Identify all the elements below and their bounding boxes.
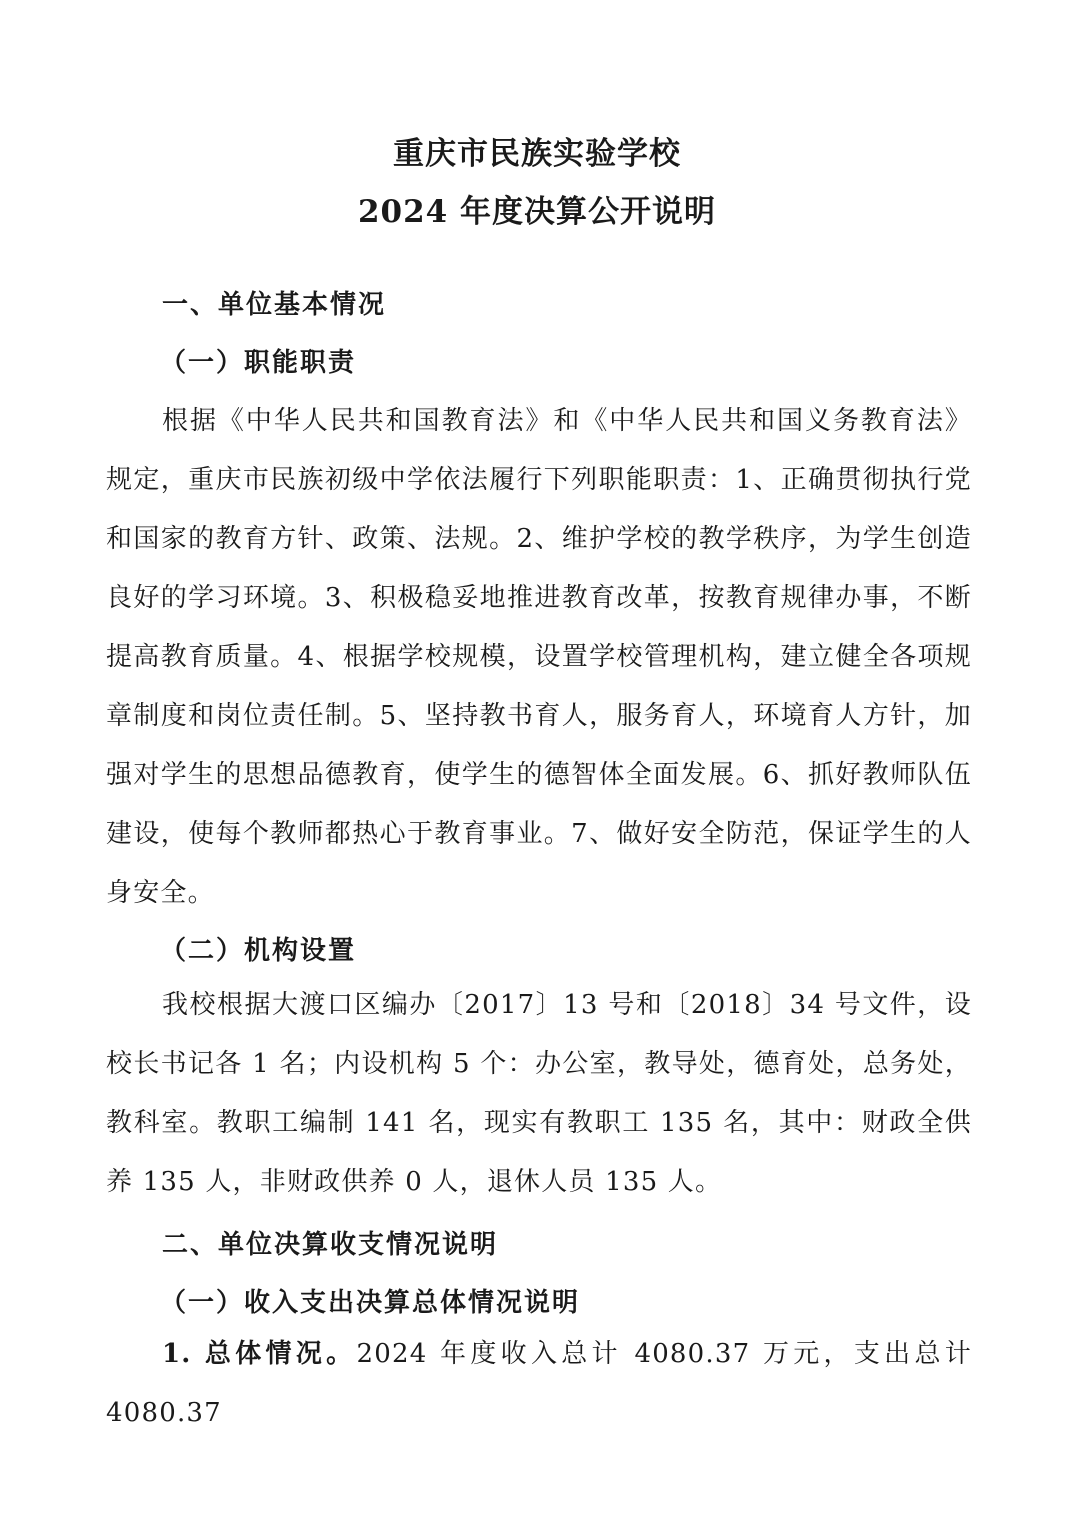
item1-text: 2024 年度收入总计 4080.37 万元，支出总计 4080.37 [106, 1339, 972, 1428]
section1-heading: 一、单位基本情况 [162, 290, 387, 320]
document-title-line2: 2024 年度决算公开说明 [357, 194, 717, 230]
section1-sub2-paragraph: 我校根据大渡口区编办〔2017〕13 号和〔2018〕34 号文件，设校长书记各 1 名；内设机构 5 个：办公室，教导处，德育处，总务处，教科室。教职工编制 141 名，现实有教职工 135 名，其中：财政全供养 135 人，非财政供养 0 人，退休人员 135 人。 [106, 990, 972, 1197]
section1-sub1-heading: （一）职能职责 [160, 348, 357, 378]
section2-sub1-heading: （一）收入支出决算总体情况说明 [160, 1288, 581, 1318]
section1-sub1-paragraph: 根据《中华人民共和国教育法》和《中华人民共和国义务教育法》规定，重庆市民族初级中学依法履行下列职能职责：1、正确贯彻执行党和国家的教育方针、政策、法规。2、维护学校的教学秩序，为学生创造良好的学习环境。3、积极稳妥地推进教育改革，按教育规律办事，不断提高教育质量。4、根据学校规模，设置学校管理机构，建立健全各项规章制度和岗位责任制。5、坚持教书育人，服务育人，环境育人方针，加强对学生的思想品德教育，使学生的德智体全面发展。6、抓好教师队伍建设，使每个教师都热心于教育事业。7、做好安全防范，保证学生的人身安全。 [106, 406, 972, 908]
document-title-line1: 重庆市民族实验学校 [393, 136, 681, 172]
section2-sub1-paragraph [106, 1325, 972, 1443]
section2-heading: 二、单位决算收支情况说明 [162, 1230, 499, 1260]
section1-sub2-heading: （二）机构设置 [160, 936, 357, 966]
item1-label: 1. 总体情况。 [162, 1339, 357, 1369]
